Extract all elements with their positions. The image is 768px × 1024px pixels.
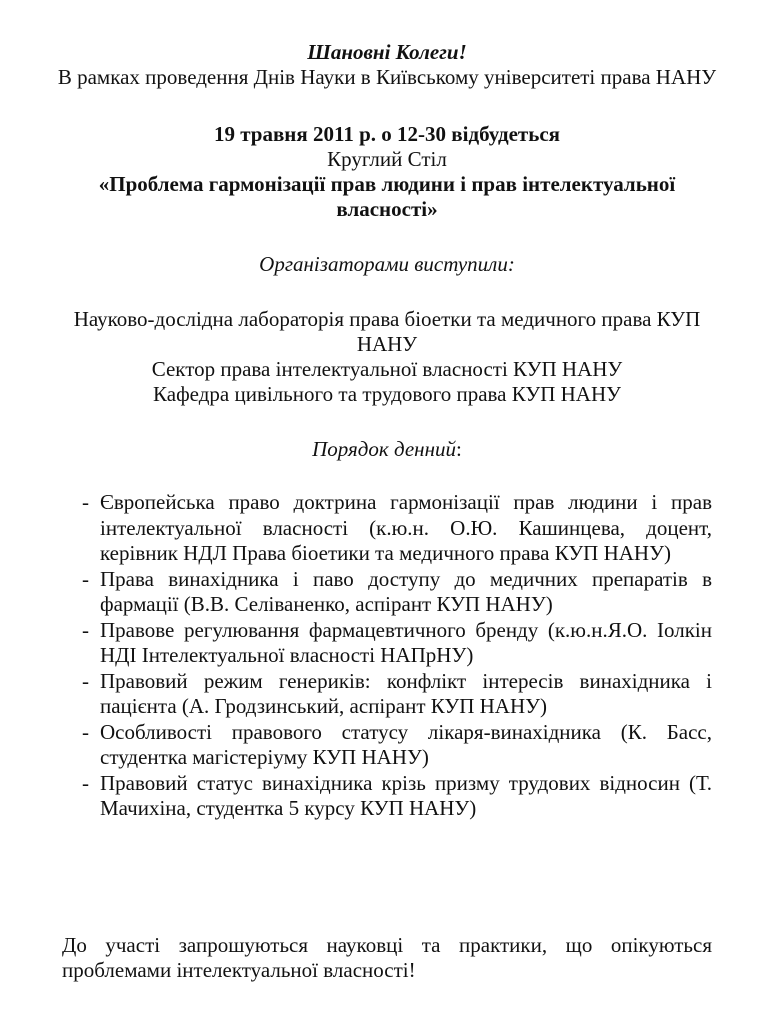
agenda-list <box>62 490 712 822</box>
agenda-item-text: Права винахідника і паво доступу до медичних препаратів в фармації (В.В. Селіваненко, аспірант КУП НАНУ) <box>100 566 712 616</box>
agenda-heading-text: Порядок денний <box>312 437 457 461</box>
organizer-item: Кафедра цивільного та трудового права КУП НАНУ <box>153 382 621 406</box>
bullet-dash: - <box>82 668 89 693</box>
closing-invitation: До участі запрошуються науковці та практики, що опікуються проблемами інтелектуальної власності! <box>62 933 712 982</box>
organizer-item: Сектор права інтелектуальної власності КУП НАНУ <box>151 357 623 381</box>
bullet-dash: - <box>82 617 89 642</box>
agenda-item <box>62 618 712 669</box>
event-block <box>62 122 712 222</box>
bullet-dash: - <box>82 770 89 795</box>
agenda-item <box>62 669 712 720</box>
organizers-list <box>62 307 712 407</box>
agenda-item-text: Європейська право доктрина гармонізації прав людини і прав інтелектуальної власності (к.ю.н. О.Ю. Кашинцева, доцент, керівник НДЛ Права біоетики та медичного права КУП НАНУ) <box>100 490 712 565</box>
agenda-item <box>62 771 712 822</box>
agenda-item <box>62 490 712 567</box>
event-type: Круглий Стіл <box>327 147 447 171</box>
event-datetime: 19 травня 2011 р. о 12-30 відбудеться <box>213 122 561 146</box>
bullet-dash: - <box>82 490 89 514</box>
agenda-item-text: Правовий режим генериків: конфлікт інтересів винахідника і пацієнта (А. Гродзинський, аспірант КУП НАНУ) <box>100 668 712 718</box>
agenda-item <box>62 567 712 618</box>
intro-text: В рамках проведення Днів Науки в Київському університеті права НАНУ <box>57 65 717 89</box>
event-title: «Проблема гармонізації прав людини і прав інтелектуальної власності» <box>98 172 676 221</box>
announcement-document <box>57 40 717 822</box>
agenda-item-text: Правове регулювання фармацевтичного бренду (к.ю.н.Я.О. Іолкін НДІ Інтелектуальної власності НАПрНУ) <box>100 617 712 667</box>
agenda-item-text: Особливості правового статусу лікаря-винахідника (К. Басс, студентка магістеріуму КУП НАНУ) <box>100 719 712 769</box>
greeting: Шановні Колеги! <box>307 40 467 64</box>
organizer-item: Науково-дослідна лабораторія права біоетки та медичного права КУП НАНУ <box>73 307 701 356</box>
organizers-heading: Організаторами виступили: <box>259 252 515 276</box>
agenda-heading-colon: : <box>456 437 462 461</box>
agenda-item-text: Правовий статус винахідника крізь призму трудових відносин (Т. Мачихіна, студентка 5 курсу КУП НАНУ) <box>100 770 712 820</box>
bullet-dash: - <box>82 566 89 591</box>
agenda-heading <box>62 437 712 462</box>
bullet-dash: - <box>82 719 89 744</box>
agenda-item <box>62 720 712 771</box>
